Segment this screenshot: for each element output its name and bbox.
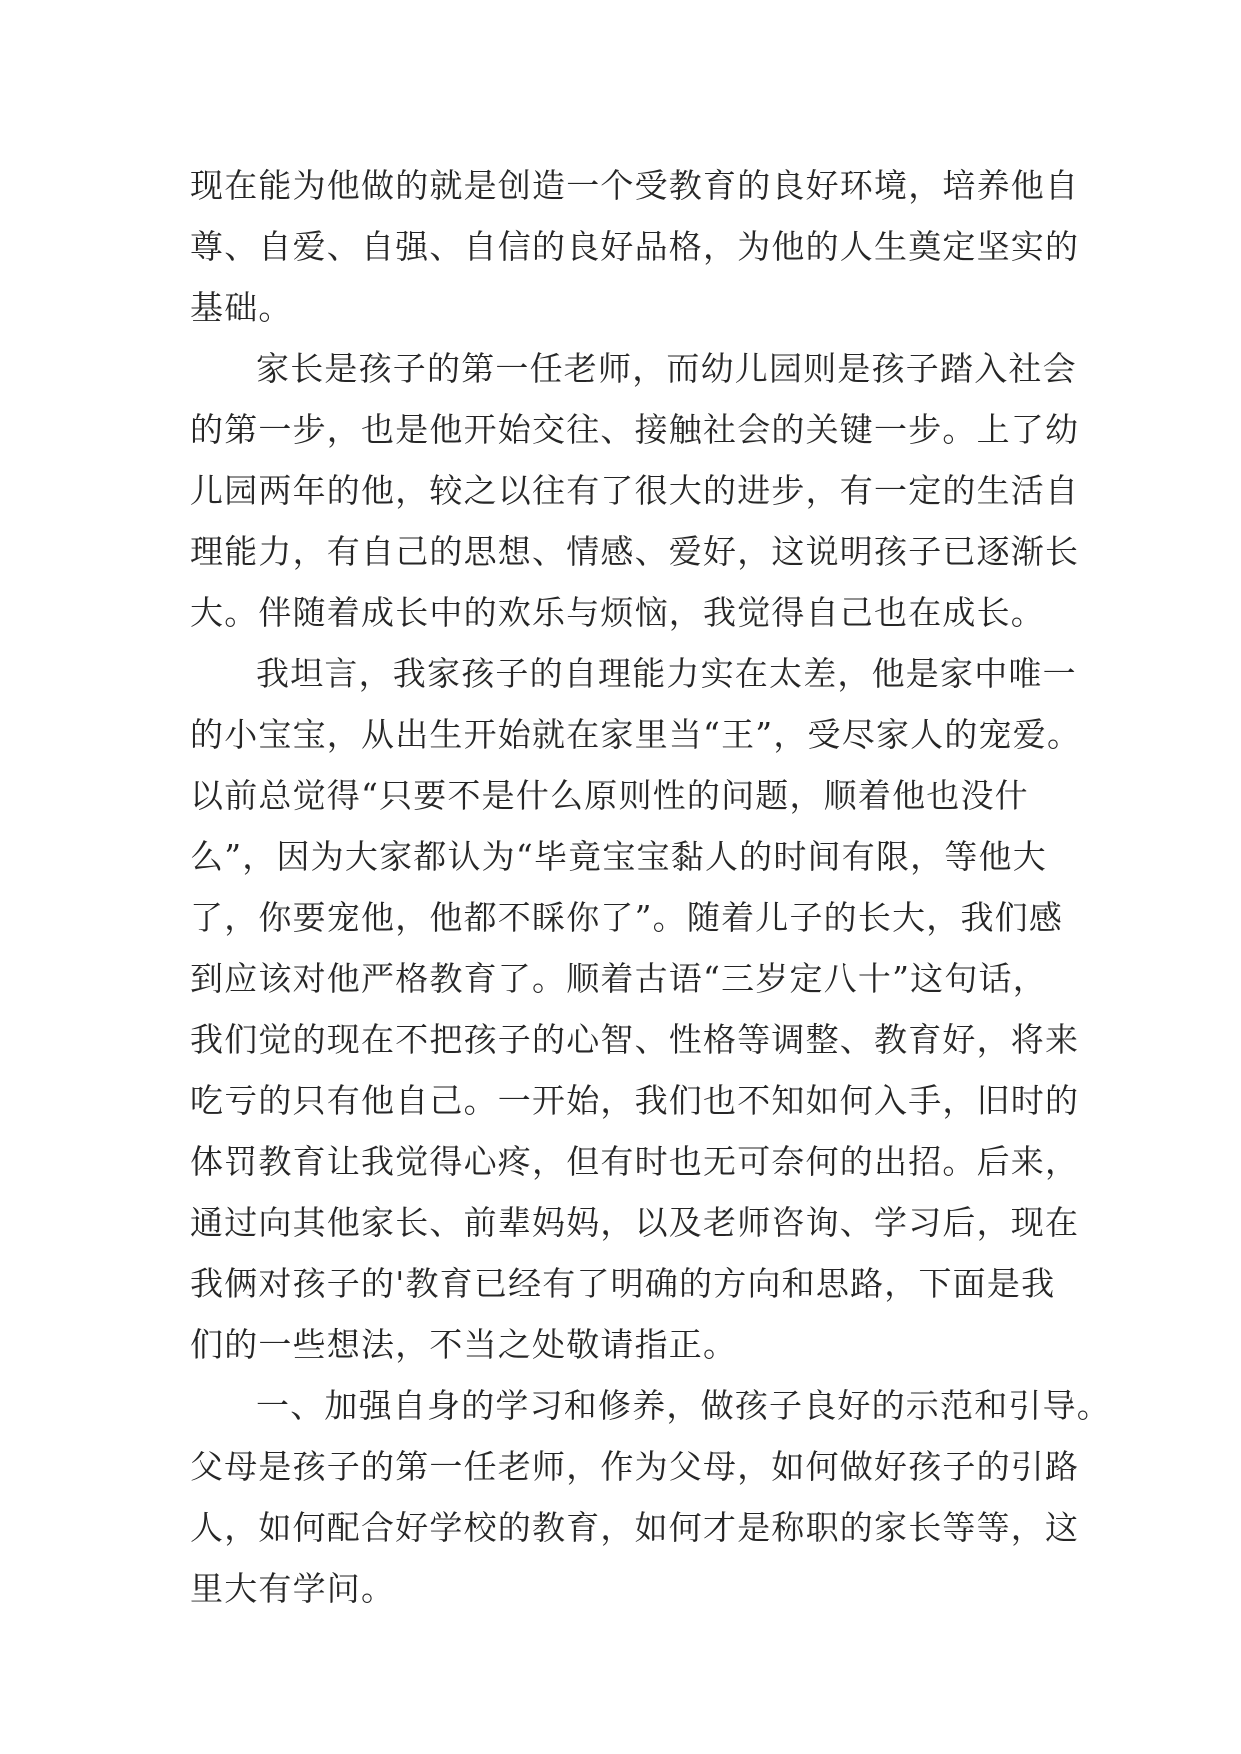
- paragraph-4: [190, 1375, 1111, 1619]
- text-line: 以前总觉得“只要不是什么原则性的问题，顺着他也没什: [190, 776, 1029, 815]
- text-line: 的第一步，也是他开始交往、接触社会的关键一步。上了幼: [190, 410, 1080, 449]
- text-line: 我坦言，我家孩子的自理能力实在太差，他是家中唯一: [256, 654, 1077, 693]
- text-line: 吃亏的只有他自己。一开始，我们也不知如何入手，旧时的: [190, 1081, 1080, 1120]
- text-line: 尊、自爱、自强、自信的良好品格，为他的人生奠定坚实的: [190, 227, 1080, 266]
- text-line: 体罚教育让我觉得心疼，但有时也无可奈何的出招。后来，: [190, 1142, 1080, 1181]
- document-body: [190, 155, 1111, 1619]
- text-line: 父母是孩子的第一任老师，作为父母，如何做好孩子的引路: [190, 1447, 1080, 1486]
- text-line: 现在能为他做的就是创造一个受教育的良好环境，培养他自: [190, 166, 1080, 205]
- text-line: 么”，因为大家都认为“毕竟宝宝黏人的时间有限，等他大: [190, 837, 1047, 876]
- text-line: 人，如何配合好学校的教育，如何才是称职的家长等等，这: [190, 1508, 1080, 1547]
- text-line: 的小宝宝，从出生开始就在家里当“王”，受尽家人的宠爱。: [190, 715, 1082, 754]
- paragraph-3: [190, 643, 1082, 1375]
- text-line: 们的一些想法，不当之处敬请指正。: [190, 1325, 738, 1364]
- text-line: 儿园两年的他，较之以往有了很大的进步，有一定的生活自: [190, 471, 1080, 510]
- text-line: 基础。: [190, 288, 293, 327]
- paragraph-2: [190, 338, 1080, 643]
- text-line: 到应该对他严格教育了。顺着古语“三岁定八十”这句话，: [190, 959, 1047, 998]
- text-line: 我们觉的现在不把孩子的心智、性格等调整、教育好，将来: [190, 1020, 1080, 1059]
- text-line: 家长是孩子的第一任老师，而幼儿园则是孩子踏入社会: [256, 349, 1077, 388]
- text-line: 了，你要宠他，他都不睬你了”。随着儿子的长大，我们感: [190, 898, 1064, 937]
- text-line: 大。伴随着成长中的欢乐与烦恼，我觉得自己也在成长。: [190, 593, 1045, 632]
- text-line: 里大有学问。: [190, 1569, 396, 1608]
- text-line: 通过向其他家长、前辈妈妈，以及老师咨询、学习后，现在: [190, 1203, 1080, 1242]
- text-line: 一、加强自身的学习和修养，做孩子良好的示范和引导。: [256, 1386, 1111, 1425]
- text-line: 理能力，有自己的思想、情感、爱好，这说明孩子已逐渐长: [190, 532, 1080, 571]
- text-line: 我俩对孩子的'教育已经有了明确的方向和思路，下面是我: [190, 1264, 1056, 1303]
- paragraph-1: [190, 155, 1080, 338]
